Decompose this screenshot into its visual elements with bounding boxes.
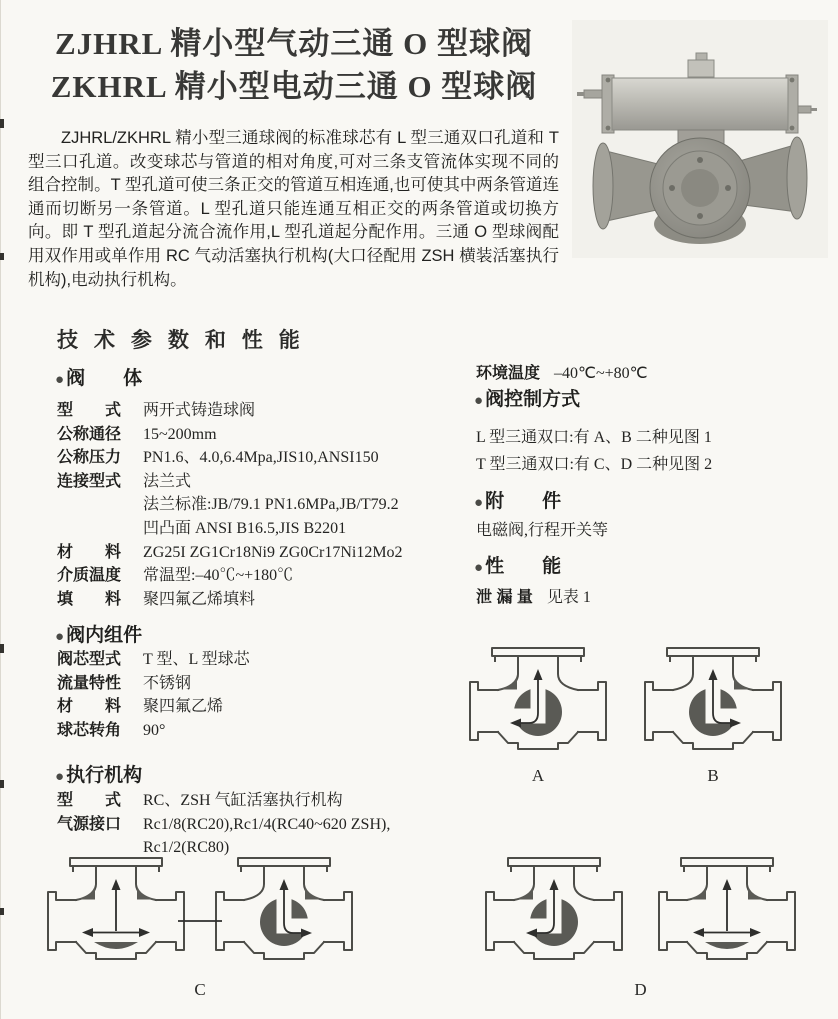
diagram-label-a: A bbox=[531, 766, 545, 785]
tech-section-title: 技术参数和性能 bbox=[57, 329, 316, 352]
bullet-icon: ● bbox=[55, 768, 65, 785]
scan-speck bbox=[0, 253, 4, 260]
spec-row: 公称压力 PN1.6、4.0,6.4Mpa,JIS10,ANSI150 bbox=[57, 449, 379, 467]
diagram-label-b: B bbox=[707, 766, 719, 785]
scan-edge-line bbox=[0, 0, 1, 1019]
spec-row: 填 料 聚四氟乙烯填料 bbox=[57, 590, 256, 608]
bullet-icon: ● bbox=[474, 494, 484, 511]
valve-body-spec-table bbox=[57, 399, 477, 611]
performance-heading: ● 性 能 bbox=[474, 556, 562, 577]
page-title-line1: ZJHRL 精小型气动三通 O 型球阀 bbox=[54, 26, 533, 61]
environment-temp-row: 环境温度 –40℃~+80℃ bbox=[476, 365, 648, 382]
valve-diagram-b bbox=[637, 642, 789, 757]
accessories-text: 电磁阀,行程开关等 bbox=[476, 522, 609, 539]
spec-row: 阀芯型式 T 型、L 型球芯 bbox=[57, 651, 250, 668]
spec-row: Rc1/2(RC80) bbox=[143, 839, 230, 857]
page-title bbox=[28, 22, 560, 108]
accessories-heading: ● 附 件 bbox=[474, 491, 562, 512]
leakage-row: 泄 漏 量 见表 1 bbox=[476, 589, 591, 606]
valve-diagram-c bbox=[40, 852, 360, 967]
valve-diagram-d bbox=[478, 852, 803, 967]
spec-row: 凹凸面 ANSI B16.5,JIS B2201 bbox=[143, 519, 347, 537]
internals-spec-table bbox=[57, 648, 477, 742]
actuator-heading: ● 执行机构 bbox=[55, 765, 143, 786]
internals-heading: ● 阀内组件 bbox=[55, 625, 143, 646]
spec-row: 气源接口 Rc1/8(RC20),Rc1/4(RC40~620 ZSH), bbox=[57, 815, 391, 833]
valve-body-heading: ● 阀 体 bbox=[55, 368, 143, 389]
spec-row: 材 料 聚四氟乙烯 bbox=[57, 698, 224, 716]
bullet-icon: ● bbox=[55, 371, 65, 388]
spec-row: 介质温度 常温型:–40℃~+180℃ bbox=[57, 567, 294, 585]
control-mode-heading: ● 阀控制方式 bbox=[474, 389, 581, 410]
scan-speck bbox=[0, 119, 4, 128]
diagram-label-d: D bbox=[634, 980, 647, 999]
spec-row: 型 式 两开式铸造球阀 bbox=[57, 402, 256, 419]
spec-row: 法兰标准:JB/79.1 PN1.6MPa,JB/T79.2 bbox=[143, 496, 399, 514]
spec-row: 连接型式 法兰式 bbox=[57, 472, 192, 490]
scan-speck bbox=[0, 908, 4, 915]
valve-diagram-a bbox=[462, 642, 614, 757]
product-photo bbox=[572, 20, 828, 258]
spec-row: 材 料 ZG25I ZG1Cr18Ni9 ZG0Cr17Ni12Mo2 bbox=[57, 543, 403, 561]
diagram-label-c: C bbox=[194, 980, 206, 999]
scan-speck bbox=[0, 780, 4, 788]
spec-row: 型 式 RC、ZSH 气缸活塞执行机构 bbox=[57, 792, 343, 809]
spec-row: 公称通径 15~200mm bbox=[57, 425, 217, 443]
actuator-spec-table bbox=[57, 789, 477, 860]
bullet-icon: ● bbox=[474, 392, 484, 409]
spec-row: 流量特性 不锈钢 bbox=[57, 674, 192, 692]
spec-row: 球芯转角 90° bbox=[57, 721, 166, 739]
page-title-line2: ZKHRL 精小型电动三通 O 型球阀 bbox=[50, 69, 538, 104]
scan-speck bbox=[0, 644, 4, 653]
control-line-t: T 型三通双口:有 C、D 二种见图 2 bbox=[476, 456, 713, 473]
control-line-l: L 型三通双口:有 A、B 二种见图 1 bbox=[476, 429, 712, 446]
bullet-icon: ● bbox=[474, 559, 484, 576]
intro-paragraph: ZJHRL/ZKHRL 精小型三通球阀的标准球芯有 L 型三通双口孔道和 T 型三口孔道。改变球芯与管道的相对角度,可对三条支管流体实现不同的组合控制。T 型孔道可使三条正交的管道互相连通,也可使其中两条管道连通而切断另一条管道。L 型孔道只能连通互相正交的两条管道或切换方向。即 T 型孔道起分流合流作用,L 型孔道起分配作用。三通 O 型球阀配用双作用或单作用 RC 气动活塞执行机构(大口径配用 ZSH 横装活塞执行机构),电动执行机构。 bbox=[28, 129, 559, 289]
bullet-icon: ● bbox=[55, 628, 65, 645]
